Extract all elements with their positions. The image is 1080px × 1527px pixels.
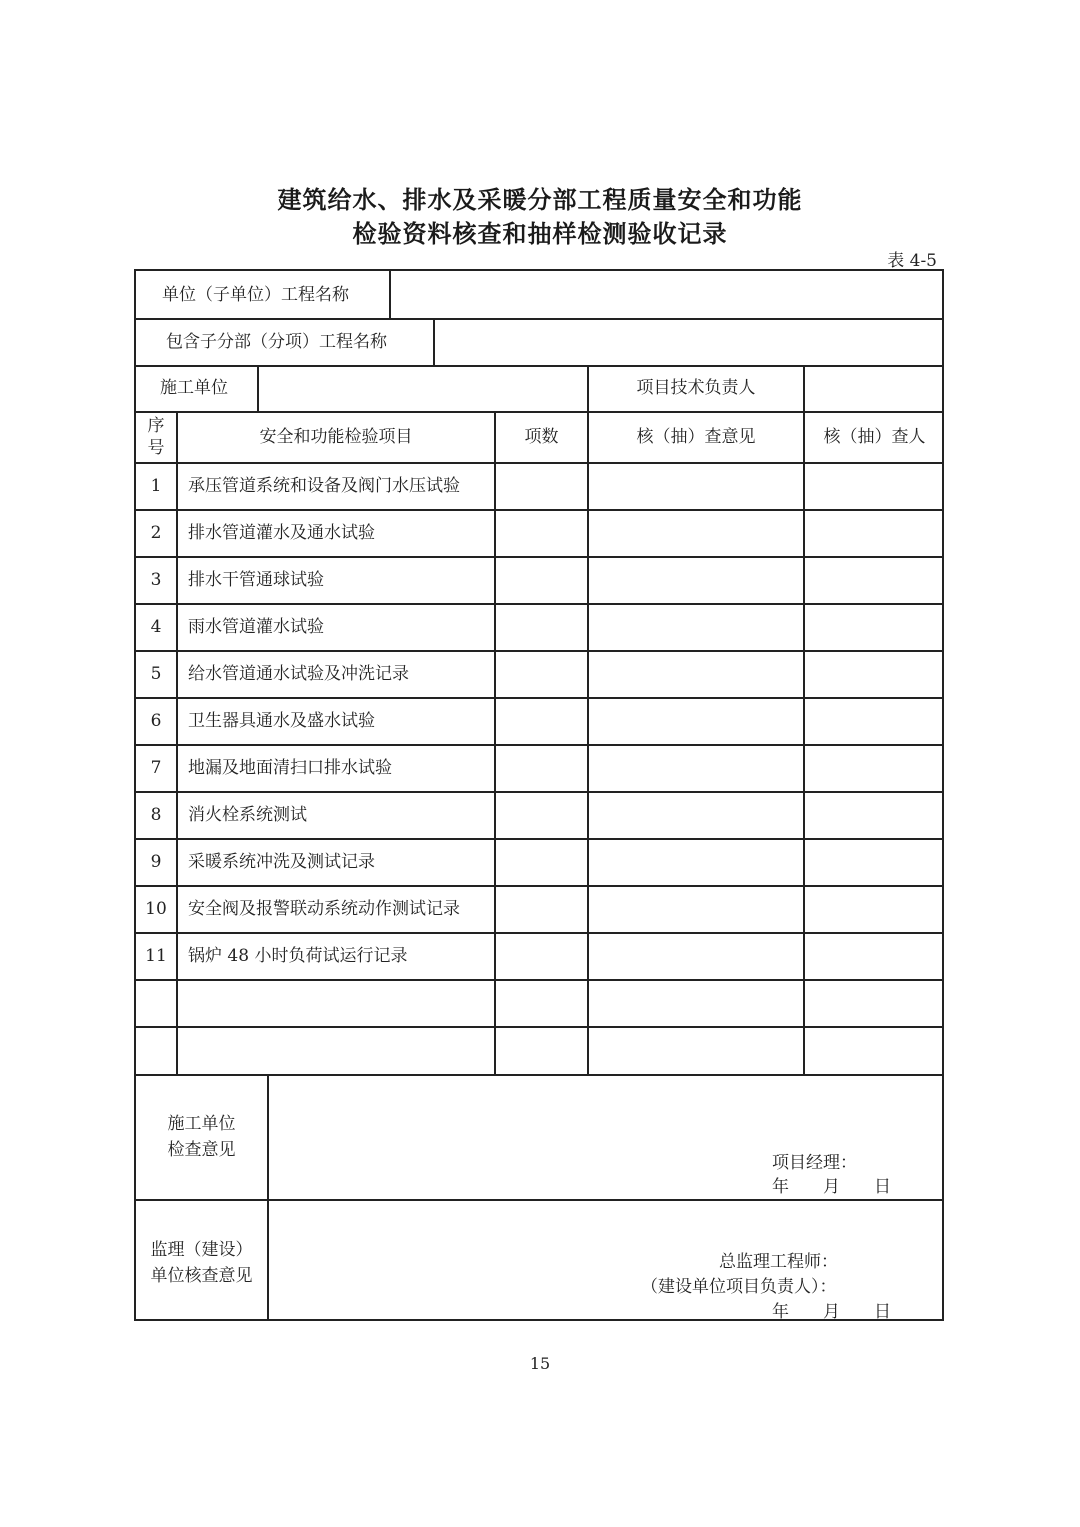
tech-lead-label: 项目技术负责人 (636, 378, 756, 398)
supervisor-check-date: 年 月 日 (772, 1302, 891, 1322)
row-number: 5 (150, 664, 162, 684)
column-header-no-2: 号 (147, 438, 165, 458)
row-number: 6 (150, 711, 162, 731)
row-item: 给水管道通水试验及冲洗记录 (188, 664, 409, 684)
unit-project-name-label: 单位（子单位）工程名称 (162, 285, 349, 305)
owner-project-lead-signature: （建设单位项目负责人）： (641, 1277, 837, 1297)
column-header-no: 序 (147, 416, 165, 436)
row-item: 消火栓系统测试 (188, 805, 307, 825)
row-number: 7 (150, 758, 162, 778)
document-title-line1: 建筑给水、排水及采暖分部工程质量安全和功能 (277, 186, 803, 214)
row-number: 4 (150, 617, 162, 637)
chief-supervisor-signature: 总监理工程师： (719, 1252, 838, 1272)
row-number: 1 (150, 476, 162, 496)
row-item: 排水干管通球试验 (188, 570, 324, 590)
project-manager-signature: 项目经理： (772, 1153, 857, 1173)
contractor-check-date: 年 月 日 (772, 1177, 891, 1197)
column-header-opinion: 核（抽）查意见 (636, 427, 756, 447)
acceptance-record-table (134, 269, 944, 1321)
row-number: 9 (150, 852, 162, 872)
row-item: 卫生器具通水及盛水试验 (188, 711, 375, 731)
row-number: 10 (145, 899, 167, 919)
row-item: 锅炉 48 小时负荷试运行记录 (188, 946, 408, 966)
row-number: 8 (150, 805, 162, 825)
row-item: 采暖系统冲洗及测试记录 (188, 852, 375, 872)
column-header-item: 安全和功能检验项目 (259, 427, 413, 447)
supervisor-check-label-2: 单位核查意见 (150, 1266, 253, 1286)
row-item: 地漏及地面清扫口排水试验 (188, 758, 392, 778)
column-header-count: 项数 (524, 427, 559, 447)
contractor-check-label-2: 检查意见 (167, 1140, 236, 1160)
row-item: 雨水管道灌水试验 (188, 617, 324, 637)
row-number: 2 (150, 523, 162, 543)
table-number: 表 4-5 (887, 251, 937, 271)
row-number: 3 (150, 570, 162, 590)
row-item: 承压管道系统和设备及阀门水压试验 (188, 476, 460, 496)
row-item: 排水管道灌水及通水试验 (188, 523, 375, 543)
row-item: 安全阀及报警联动系统动作测试记录 (188, 899, 460, 919)
column-header-checker: 核（抽）查人 (823, 427, 926, 447)
supervisor-check-label: 监理（建设） (150, 1240, 253, 1260)
sub-project-name-label: 包含子分部（分项）工程名称 (166, 332, 387, 352)
contractor-label: 施工单位 (160, 378, 228, 398)
row-number: 11 (145, 946, 167, 966)
page-number: 15 (529, 1354, 551, 1373)
contractor-check-label: 施工单位 (167, 1114, 236, 1134)
document-title-line2: 检验资料核查和抽样检测验收记录 (352, 220, 728, 248)
